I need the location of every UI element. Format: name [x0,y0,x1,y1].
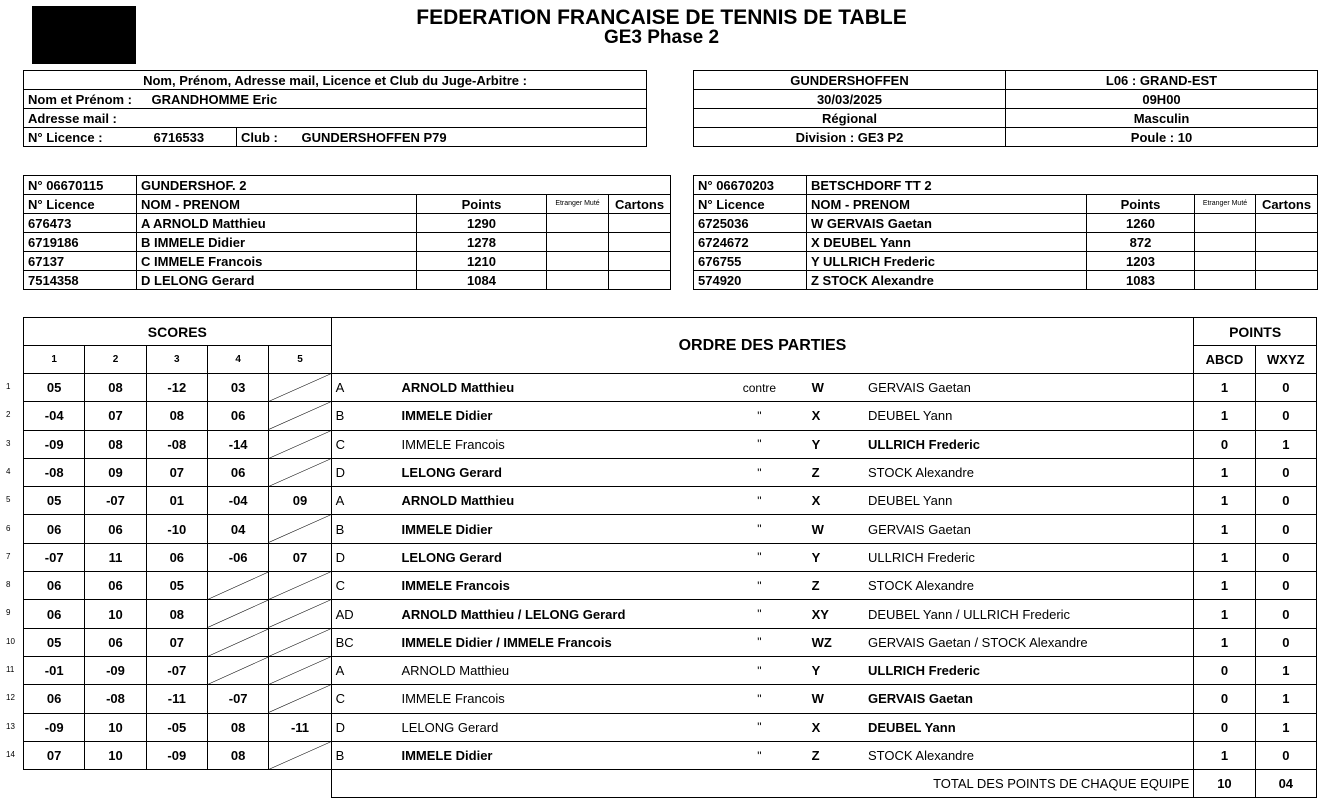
right-player-name: GERVAIS Gaetan [864,685,1194,713]
right-player-letter: W [800,685,864,713]
judge-email-value [146,109,647,128]
empty-set-cell [269,572,331,600]
set-number: 3 [146,346,207,374]
player-name: A ARNOLD Matthieu [137,214,417,233]
empty-set-cell [269,741,331,769]
team-b-table [693,175,1318,290]
left-player-name: IMMELE Francois [397,430,719,458]
set-score: -05 [146,713,207,741]
points-abcd: 1 [1194,487,1255,515]
right-player-name: STOCK Alexandre [864,741,1194,769]
set-score: 06 [24,515,85,543]
game-row [24,741,1317,769]
right-player-name: GERVAIS Gaetan [864,515,1194,543]
judge-name-label: Nom et Prénom : [24,90,146,109]
order-header: ORDRE DES PARTIES [331,318,1194,374]
game-number: 12 [6,693,15,703]
empty-set-cell [269,628,331,656]
versus-label: " [719,515,799,543]
left-player-name: IMMELE Francois [397,685,719,713]
player-points: 1278 [417,233,547,252]
empty-set-cell [269,685,331,713]
set-score: -11 [146,685,207,713]
versus-label: " [719,741,799,769]
set-score: -06 [207,543,268,571]
left-player-letter: D [331,543,397,571]
set-score: 08 [207,713,268,741]
player-cartons [609,252,671,271]
set-score: 10 [85,741,146,769]
set-score: 08 [146,402,207,430]
points-wxyz: 0 [1255,600,1316,628]
set-score: 06 [85,515,146,543]
empty-set-cell [207,628,268,656]
versus-label: " [719,543,799,571]
left-player-name: IMMELE Didier / IMMELE Francois [397,628,719,656]
col-etranger: Etranger Muté [547,195,609,214]
game-row [24,713,1317,741]
right-player-name: GERVAIS Gaetan [864,374,1194,402]
left-player-letter: B [331,515,397,543]
points-wxyz: 0 [1255,741,1316,769]
player-points: 1203 [1087,252,1195,271]
points-abcd: 1 [1194,458,1255,486]
versus-label: " [719,458,799,486]
set-score: -01 [24,656,85,684]
left-player-letter: C [331,430,397,458]
set-score: 08 [146,600,207,628]
right-player-letter: W [800,515,864,543]
right-player-letter: X [800,713,864,741]
game-number: 14 [6,749,15,759]
left-player-letter: B [331,402,397,430]
set-score: 05 [146,572,207,600]
versus-label: " [719,656,799,684]
player-licence: 6724672 [694,233,807,252]
empty-set-cell [207,600,268,628]
right-player-name: ULLRICH Frederic [864,543,1194,571]
match-league: L06 : GRAND-EST [1006,71,1318,90]
game-number: 9 [6,608,11,618]
player-cartons [609,233,671,252]
judge-club-label: Club : [241,129,278,145]
score-sheet [23,317,1317,798]
player-etranger [547,233,609,252]
col-cartons: Cartons [1256,195,1318,214]
right-player-letter: X [800,402,864,430]
set-score: 07 [269,543,331,571]
set-score: -07 [24,543,85,571]
page-subtitle: GE3 Phase 2 [603,27,720,48]
set-score: -09 [85,656,146,684]
right-player-name: DEUBEL Yann / ULLRICH Frederic [864,600,1194,628]
team-a-name: GUNDERSHOF. 2 [137,176,671,195]
left-player-name: LELONG Gerard [397,543,719,571]
player-points: 1260 [1087,214,1195,233]
game-number: 1 [6,382,11,391]
set-score: 06 [85,572,146,600]
versus-label: " [719,487,799,515]
points-wxyz: 1 [1255,713,1316,741]
team-b-number: N° 06670203 [694,176,807,195]
player-row [24,271,671,290]
player-etranger [547,271,609,290]
points-abcd: 1 [1194,374,1255,402]
total-label: TOTAL DES POINTS DE CHAQUE EQUIPE [331,770,1194,798]
game-number: 6 [6,523,11,533]
player-name: D LELONG Gerard [137,271,417,290]
player-row [694,214,1318,233]
player-row [694,271,1318,290]
points-abcd: 1 [1194,515,1255,543]
set-score: -04 [24,402,85,430]
player-cartons [1256,214,1318,233]
set-score: 06 [207,402,268,430]
game-row [24,600,1317,628]
team-a-table [23,175,671,290]
col-abcd: ABCD [1194,346,1255,374]
game-row [24,543,1317,571]
game-row [24,487,1317,515]
left-player-name: IMMELE Didier [397,515,719,543]
col-points: Points [1087,195,1195,214]
set-number: 1 [24,346,85,374]
player-etranger [1195,214,1256,233]
scores-header: SCORES [24,318,332,346]
set-score: 11 [85,543,146,571]
left-player-letter: D [331,713,397,741]
versus-label: " [719,402,799,430]
set-score: 06 [85,628,146,656]
points-wxyz: 1 [1255,656,1316,684]
col-licence: N° Licence [694,195,807,214]
player-row [24,214,671,233]
right-player-name: DEUBEL Yann [864,713,1194,741]
player-name: B IMMELE Didier [137,233,417,252]
right-player-name: DEUBEL Yann [864,487,1194,515]
right-player-letter: WZ [800,628,864,656]
empty-set-cell [269,656,331,684]
match-time: 09H00 [1006,90,1318,109]
set-score: 07 [24,741,85,769]
player-cartons [609,214,671,233]
versus-label: " [719,430,799,458]
team-b-name: BETSCHDORF TT 2 [807,176,1318,195]
points-abcd: 0 [1194,713,1255,741]
right-player-letter: Z [800,741,864,769]
left-player-name: LELONG Gerard [397,713,719,741]
match-pool: Poule : 10 [1006,128,1318,147]
game-row [24,628,1317,656]
right-player-name: GERVAIS Gaetan / STOCK Alexandre [864,628,1194,656]
points-wxyz: 0 [1255,402,1316,430]
left-player-letter: AD [331,600,397,628]
match-division: Division : GE3 P2 [694,128,1006,147]
right-player-letter: X [800,487,864,515]
points-abcd: 1 [1194,543,1255,571]
right-player-name: ULLRICH Frederic [864,430,1194,458]
versus-label: " [719,628,799,656]
right-player-letter: Y [800,543,864,571]
judge-header: Nom, Prénom, Adresse mail, Licence et Club du Juge-Arbitre : [24,71,647,90]
set-score: 08 [207,741,268,769]
empty-set-cell [269,430,331,458]
left-player-letter: D [331,458,397,486]
set-score: -12 [146,374,207,402]
points-abcd: 1 [1194,600,1255,628]
player-row [694,233,1318,252]
col-wxyz: WXYZ [1255,346,1316,374]
game-number: 5 [6,495,11,505]
set-score: 10 [85,713,146,741]
set-score: 09 [85,458,146,486]
set-number: 5 [269,346,331,374]
player-cartons [1256,233,1318,252]
points-wxyz: 0 [1255,515,1316,543]
left-player-letter: C [331,685,397,713]
set-score: -07 [207,685,268,713]
player-licence: 6719186 [24,233,137,252]
judge-table [23,70,647,147]
right-player-letter: Z [800,458,864,486]
left-player-letter: A [331,487,397,515]
points-wxyz: 1 [1255,685,1316,713]
set-number: 2 [85,346,146,374]
right-player-letter: W [800,374,864,402]
match-gender: Masculin [1006,109,1318,128]
left-player-letter: B [331,741,397,769]
set-score: -08 [85,685,146,713]
player-row [24,233,671,252]
set-score: 09 [269,487,331,515]
game-row [24,458,1317,486]
player-etranger [547,252,609,271]
player-cartons [1256,271,1318,290]
set-score: 05 [24,374,85,402]
set-score: 06 [24,685,85,713]
set-score: 06 [24,572,85,600]
game-number: 3 [6,438,11,448]
points-abcd: 1 [1194,628,1255,656]
game-number: 4 [6,466,11,476]
set-score: -08 [24,458,85,486]
points-abcd: 0 [1194,685,1255,713]
game-number: 2 [6,410,11,420]
set-score: 07 [85,402,146,430]
left-player-letter: BC [331,628,397,656]
points-wxyz: 0 [1255,374,1316,402]
col-points: Points [417,195,547,214]
player-points: 1083 [1087,271,1195,290]
game-number: 10 [6,636,15,646]
versus-label: " [719,600,799,628]
game-row [24,430,1317,458]
player-licence: 6725036 [694,214,807,233]
set-score: 07 [146,628,207,656]
points-wxyz: 1 [1255,430,1316,458]
match-date: 30/03/2025 [694,90,1006,109]
player-points: 1290 [417,214,547,233]
player-licence: 574920 [694,271,807,290]
player-etranger [547,214,609,233]
empty-set-cell [269,600,331,628]
left-player-letter: C [331,572,397,600]
versus-label: contre [719,374,799,402]
set-score: -04 [207,487,268,515]
player-licence: 7514358 [24,271,137,290]
empty-set-cell [269,374,331,402]
player-licence: 676473 [24,214,137,233]
left-player-name: ARNOLD Matthieu [397,487,719,515]
player-points: 872 [1087,233,1195,252]
judge-email-label: Adresse mail : [24,109,146,128]
empty-set-cell [269,402,331,430]
player-points: 1084 [417,271,547,290]
set-score: 04 [207,515,268,543]
points-wxyz: 0 [1255,572,1316,600]
game-row [24,685,1317,713]
set-score: 06 [146,543,207,571]
empty-set-cell [269,515,331,543]
player-licence: 676755 [694,252,807,271]
set-score: -07 [146,656,207,684]
right-player-name: DEUBEL Yann [864,402,1194,430]
right-player-letter: Y [800,656,864,684]
col-etranger: Etranger Muté [1195,195,1256,214]
left-player-name: IMMELE Didier [397,402,719,430]
total-abcd: 10 [1194,770,1255,798]
empty-set-cell [207,572,268,600]
points-abcd: 0 [1194,430,1255,458]
player-etranger [1195,252,1256,271]
set-score: 01 [146,487,207,515]
judge-club-value: GUNDERSHOFFEN P79 [301,129,447,145]
set-score: 08 [85,374,146,402]
left-player-name: ARNOLD Matthieu [397,374,719,402]
set-score: -09 [146,741,207,769]
points-abcd: 1 [1194,402,1255,430]
set-score: 05 [24,487,85,515]
points-wxyz: 0 [1255,543,1316,571]
player-etranger [1195,271,1256,290]
set-score: 05 [24,628,85,656]
match-venue: GUNDERSHOFFEN [694,71,1006,90]
set-score: -10 [146,515,207,543]
col-name: NOM - PRENOM [137,195,417,214]
right-player-letter: Z [800,572,864,600]
set-score: 06 [24,600,85,628]
player-etranger [1195,233,1256,252]
points-wxyz: 0 [1255,458,1316,486]
versus-label: " [719,713,799,741]
game-number: 8 [6,580,11,590]
judge-name-value: GRANDHOMME Eric [146,90,647,109]
set-score: -07 [85,487,146,515]
player-name: Y ULLRICH Frederic [807,252,1087,271]
left-player-letter: A [331,374,397,402]
player-cartons [1256,252,1318,271]
set-score: -11 [269,713,331,741]
set-score: 03 [207,374,268,402]
set-score: 08 [85,430,146,458]
right-player-name: ULLRICH Frederic [864,656,1194,684]
player-row [694,252,1318,271]
player-name: Z STOCK Alexandre [807,271,1087,290]
empty-set-cell [207,656,268,684]
set-score: 10 [85,600,146,628]
set-number: 4 [207,346,268,374]
game-row [24,402,1317,430]
empty-set-cell [269,458,331,486]
left-player-name: ARNOLD Matthieu / LELONG Gerard [397,600,719,628]
player-points: 1210 [417,252,547,271]
left-player-letter: A [331,656,397,684]
set-score: 06 [207,458,268,486]
game-row [24,374,1317,402]
player-name: X DEUBEL Yann [807,233,1087,252]
set-score: -09 [24,713,85,741]
player-name: W GERVAIS Gaetan [807,214,1087,233]
col-name: NOM - PRENOM [807,195,1087,214]
match-level: Régional [694,109,1006,128]
points-wxyz: 0 [1255,487,1316,515]
player-row [24,252,671,271]
judge-licence-label: N° Licence : [24,128,146,147]
col-licence: N° Licence [24,195,137,214]
points-abcd: 1 [1194,741,1255,769]
points-header: POINTS [1194,318,1317,346]
versus-label: " [719,572,799,600]
left-player-name: IMMELE Didier [397,741,719,769]
match-info-table [693,70,1318,147]
versus-label: " [719,685,799,713]
right-player-name: STOCK Alexandre [864,458,1194,486]
judge-club [237,128,647,147]
left-player-name: LELONG Gerard [397,458,719,486]
points-abcd: 1 [1194,572,1255,600]
set-score: 07 [146,458,207,486]
game-row [24,656,1317,684]
page-title: FEDERATION FRANCAISE DE TENNIS DE TABLE [416,6,907,29]
player-name: C IMMELE Francois [137,252,417,271]
points-abcd: 0 [1194,656,1255,684]
game-number: 11 [6,665,15,674]
game-number: 13 [6,721,15,731]
team-a-number: N° 06670115 [24,176,137,195]
right-player-letter: Y [800,430,864,458]
left-player-name: ARNOLD Matthieu [397,656,719,684]
game-row [24,572,1317,600]
set-score: -08 [146,430,207,458]
game-number: 7 [6,551,11,561]
left-player-name: IMMELE Francois [397,572,719,600]
set-score: -09 [24,430,85,458]
game-row [24,515,1317,543]
player-licence: 67137 [24,252,137,271]
judge-licence-value: 6716533 [146,128,237,147]
right-player-letter: XY [800,600,864,628]
points-wxyz: 0 [1255,628,1316,656]
right-player-name: STOCK Alexandre [864,572,1194,600]
set-score: -14 [207,430,268,458]
col-cartons: Cartons [609,195,671,214]
total-wxyz: 04 [1255,770,1316,798]
player-cartons [609,271,671,290]
